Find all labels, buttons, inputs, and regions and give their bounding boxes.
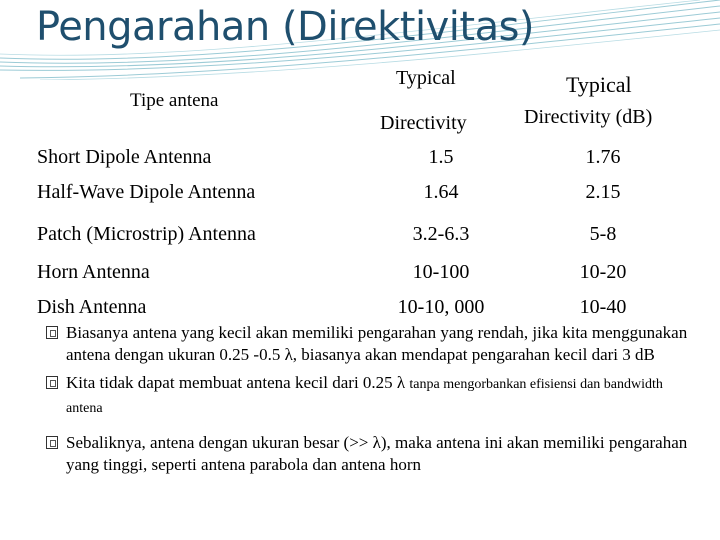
bullet-box-icon xyxy=(46,436,58,449)
bullet-box-icon xyxy=(46,326,58,339)
table-row-db: 5-8 xyxy=(589,223,617,245)
table-row-db: 10-20 xyxy=(579,261,627,283)
table-row-name: Half-Wave Dipole Antenna xyxy=(37,181,256,203)
table-row-db: 10-40 xyxy=(579,296,627,318)
bullet-text: Biasanya antena yang kecil akan memiliki pengarahan yang rendah, jika kita menggunakan antena dengan ukuran 0.25 -0.5 λ, biasanya akan mendapat pengarahan kecil dari 3 dB xyxy=(66,323,688,364)
table-row-name: Short Dipole Antenna xyxy=(37,146,212,168)
table-row-directivity: 10-10, 000 xyxy=(397,296,485,318)
table-row-directivity: 1.64 xyxy=(423,181,459,203)
bullet-text-small: tanpa mengorbankan efisiensi dan bandwidth antena xyxy=(66,377,663,416)
list-item xyxy=(46,372,696,420)
header-directivity-db-line1: Typical xyxy=(566,72,632,97)
table-row-name: Patch (Microstrip) Antenna xyxy=(37,223,256,245)
table-row-db: 2.15 xyxy=(585,181,621,203)
bullet-text: Sebaliknya, antena dengan ukuran besar (>> λ), maka antena ini akan memiliki pengarahan yang tinggi, seperti antena parabola dan antena horn xyxy=(66,433,688,474)
table-row-directivity: 10-100 xyxy=(412,261,470,283)
bullet-list xyxy=(46,322,696,482)
table-row-directivity: 1.5 xyxy=(428,146,454,168)
table-row-name: Dish Antenna xyxy=(37,296,147,318)
header-directivity-db-line2: Directivity (dB) xyxy=(524,106,653,128)
header-antenna-type: Tipe antena xyxy=(130,90,219,111)
page-title: Pengarahan (Direktivitas) xyxy=(36,4,535,50)
header-directivity-line1: Typical xyxy=(396,67,456,89)
table-row-directivity: 3.2-6.3 xyxy=(412,223,470,245)
list-item xyxy=(46,432,696,476)
table-row-db: 1.76 xyxy=(585,146,621,168)
header-directivity-line2: Directivity xyxy=(380,112,467,134)
bullet-box-icon xyxy=(46,376,58,389)
list-item xyxy=(46,322,696,366)
table-row-name: Horn Antenna xyxy=(37,261,150,283)
bullet-text: Kita tidak dapat membuat antena kecil dari 0.25 λ xyxy=(66,373,410,392)
